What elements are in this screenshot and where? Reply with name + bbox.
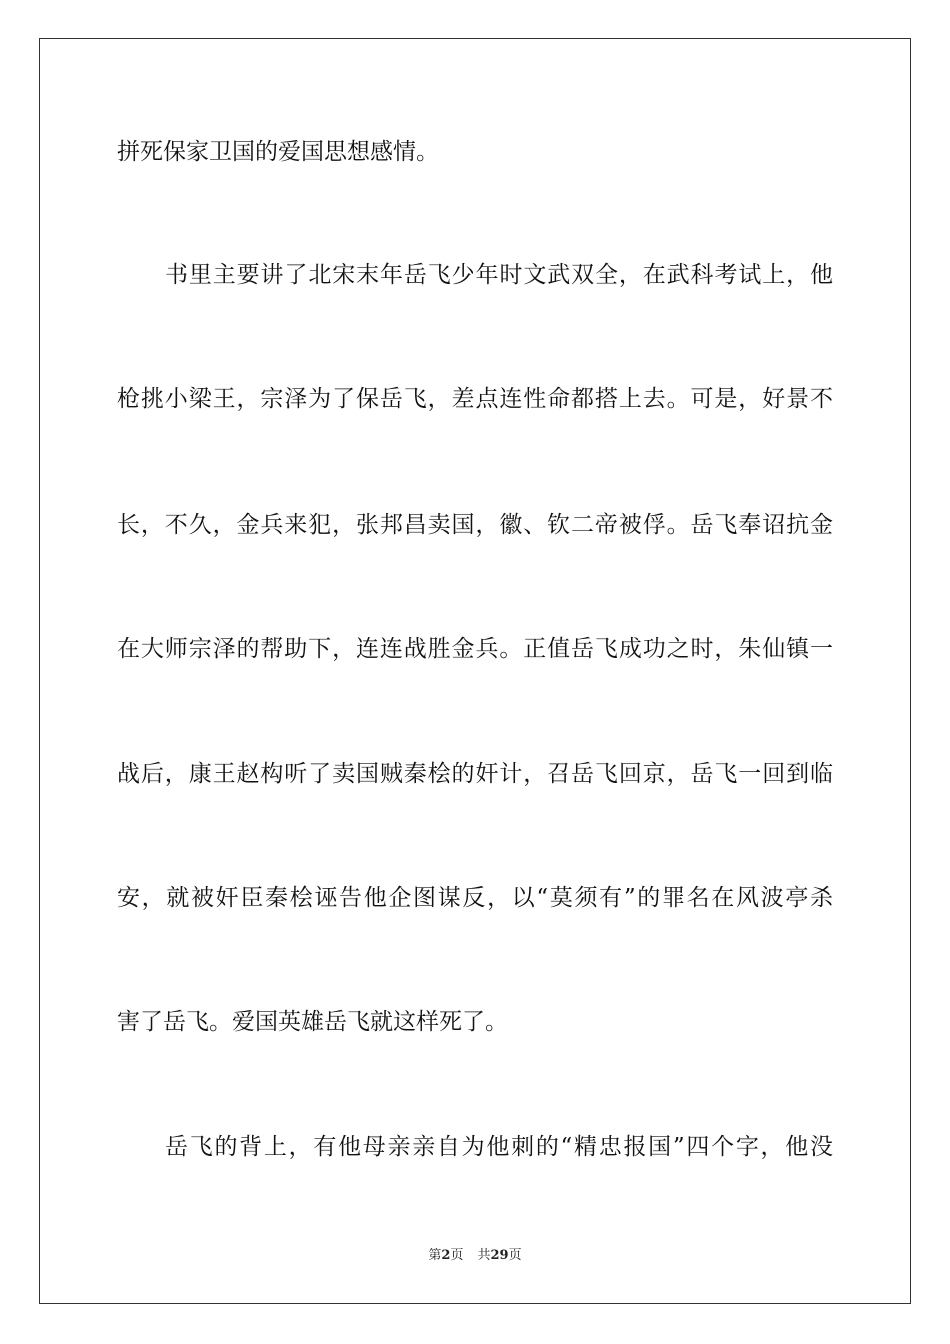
total-prefix: 共 xyxy=(477,1248,491,1263)
text-line-7: 安，就被奸臣秦桧诬告他企图谋反，以“莫须有”的罪名在风波亭杀 xyxy=(117,885,833,911)
text-line-8: 害了岳飞。爱国英雄岳飞就这样死了。 xyxy=(117,1009,508,1035)
page-number: 2 xyxy=(441,1248,451,1263)
text-line-9: 岳飞的背上，有他母亲亲自为他刺的“精忠报国”四个字，他没 xyxy=(165,1134,833,1160)
page-footer xyxy=(0,1247,950,1265)
text-line-5: 在大师宗泽的帮助下，连连战胜金兵。正值岳飞成功之时，朱仙镇一 xyxy=(117,636,833,662)
text-line-3: 枪挑小梁王，宗泽为了保岳飞，差点连性命都搭上去。可是，好景不 xyxy=(117,386,833,412)
total-pages: 29 xyxy=(490,1248,509,1263)
total-suffix: 页 xyxy=(508,1248,522,1263)
text-line-6: 战后，康王赵构听了卖国贼秦桧的奸计，召岳飞回京，岳飞一回到临 xyxy=(117,761,833,787)
page-suffix: 页 xyxy=(450,1248,464,1263)
page-prefix: 第 xyxy=(428,1248,442,1263)
page-border xyxy=(39,38,911,1304)
text-line-4: 长，不久，金兵来犯，张邦昌卖国，徽、钦二帝被俘。岳飞奉诏抗金 xyxy=(117,512,833,538)
text-line-1: 拼死保家卫国的爱国思想感情。 xyxy=(117,139,439,165)
text-line-2: 书里主要讲了北宋末年岳飞少年时文武双全，在武科考试上，他 xyxy=(165,262,833,288)
